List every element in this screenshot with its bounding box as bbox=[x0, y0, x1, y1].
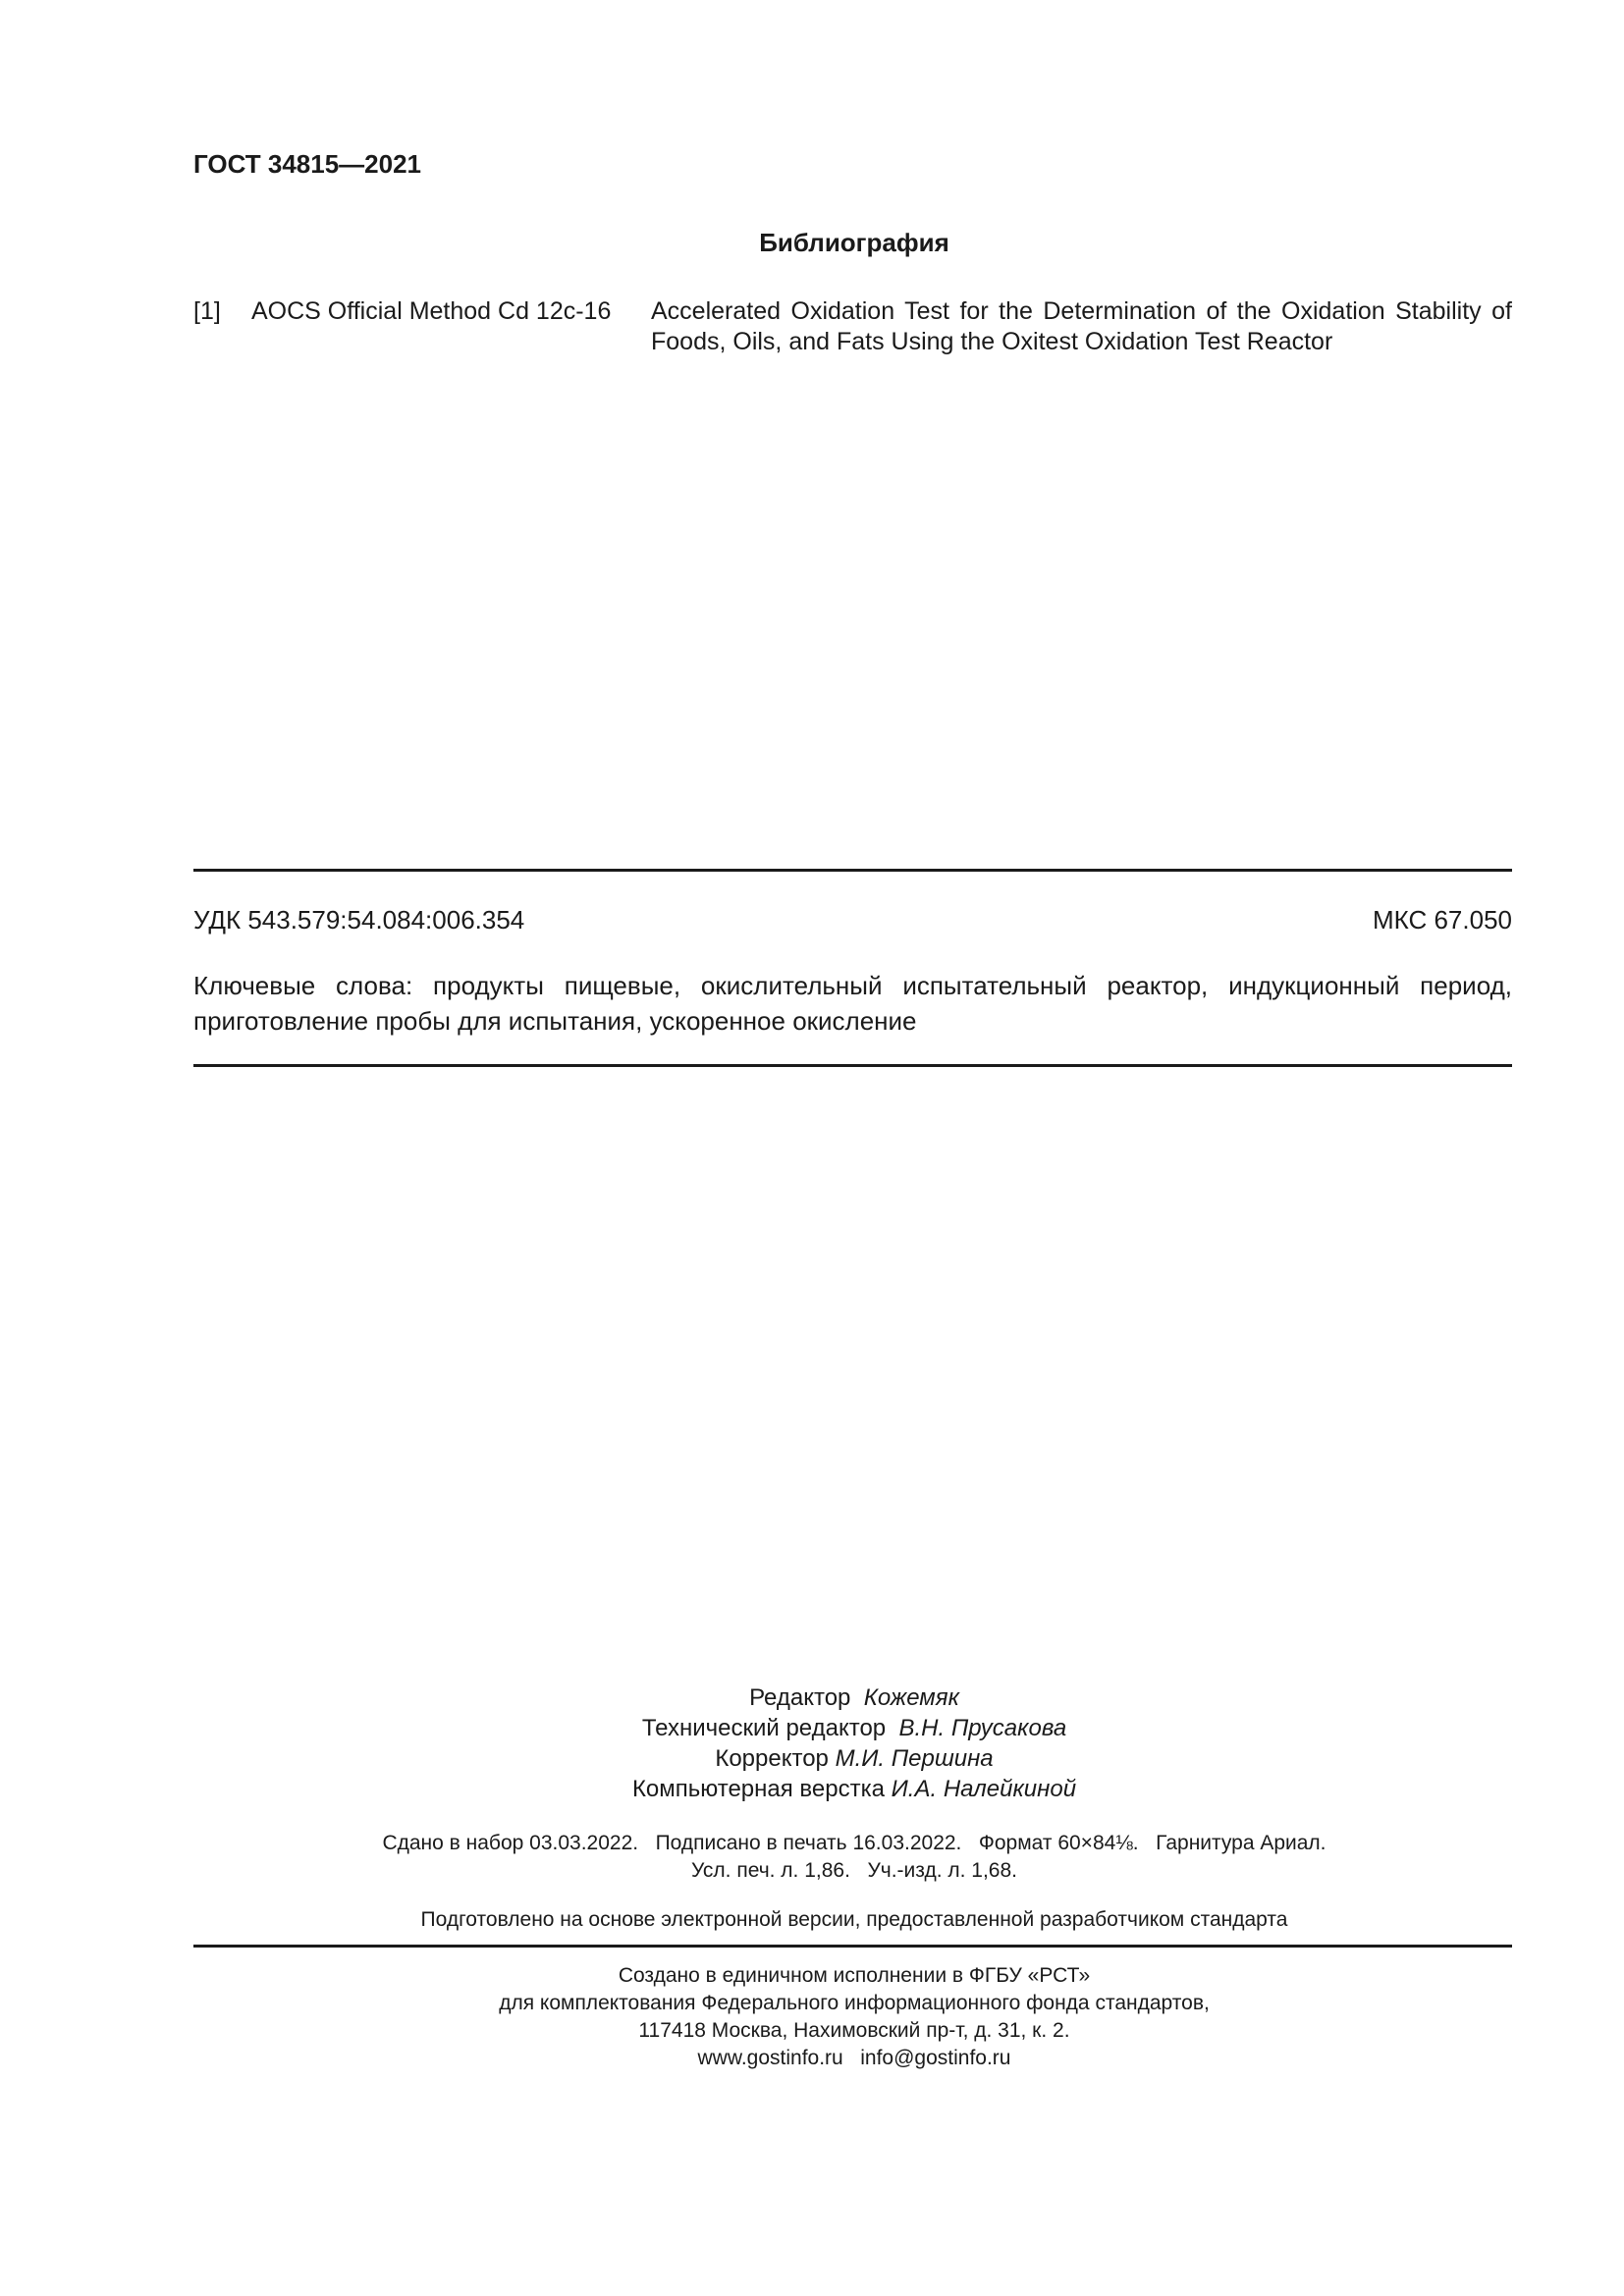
credit-name: И.А. Налейкиной bbox=[891, 1776, 1077, 1802]
imprint-line-2: Усл. печ. л. 1,86. Уч.-изд. л. 1,68. bbox=[690, 1859, 1017, 1882]
credit-line-proofreader bbox=[0, 1743, 1624, 1774]
bibliography-entry-number: [1] bbox=[193, 297, 221, 325]
website-link[interactable]: www.gostinfo.ru bbox=[697, 2047, 843, 2069]
imprint-line-1: Сдано в набор 03.03.2022. Подписано в печать 16.03.2022. Формат 60×84⅛. Гарнитура Ариал. bbox=[382, 1832, 1326, 1854]
credit-role: Компьютерная верстка bbox=[631, 1776, 885, 1802]
credit-name: В.Н. Прусакова bbox=[898, 1715, 1067, 1741]
bibliography-entry-title: Accelerated Oxidation Test for the Determination of the Oxidation Stability of Foods, Oils, and Fats Using the Oxitest Oxidation Test Reactor bbox=[651, 297, 1512, 355]
credit-role: Редактор bbox=[749, 1684, 851, 1711]
footer-line-3: 117418 Москва, Нахимовский пр-т, д. 31, к. 2. bbox=[638, 2019, 1070, 2042]
publisher-footer bbox=[0, 1962, 1624, 2072]
credits-block bbox=[0, 1682, 1624, 1804]
divider-top bbox=[193, 869, 1512, 872]
keywords bbox=[193, 968, 1512, 1039]
footer-line-2: для комплектования Федерального информационного фонда стандартов, bbox=[499, 1992, 1210, 2014]
credit-line-technical-editor bbox=[0, 1713, 1624, 1743]
credit-line-layout bbox=[0, 1774, 1624, 1804]
bibliography-entry-source: AOCS Official Method Cd 12c-16 bbox=[251, 297, 612, 325]
footer-contacts bbox=[0, 2045, 1624, 2072]
credit-role: Технический редактор bbox=[641, 1715, 887, 1741]
divider-bottom bbox=[193, 1945, 1512, 1948]
credit-line-editor bbox=[0, 1682, 1624, 1713]
keywords-line-1: Ключевые слова: продукты пищевые, окислительный испытательный реактор, индукционный период, bbox=[193, 971, 1512, 1000]
imprint-block bbox=[0, 1830, 1624, 1885]
credit-role: Корректор bbox=[715, 1745, 829, 1772]
email-link[interactable]: info@gostinfo.ru bbox=[860, 2047, 1011, 2069]
prepared-note: Подготовлено на основе электронной версии, предоставленной разработчиком стандарта bbox=[420, 1908, 1288, 1931]
keywords-line-2: приготовление пробы для испытания, ускоренное окисление bbox=[193, 1006, 917, 1036]
credit-name: Кожемяк bbox=[863, 1684, 959, 1711]
udk-code: УДК 543.579:54.084:006.354 bbox=[193, 905, 525, 934]
mks-code: МКС 67.050 bbox=[1372, 905, 1512, 934]
credit-name: М.И. Першина bbox=[835, 1745, 994, 1772]
divider-middle bbox=[193, 1064, 1512, 1067]
standard-number: ГОСТ 34815—2021 bbox=[193, 149, 421, 179]
bibliography-title: Библиография bbox=[759, 228, 949, 257]
footer-line-1: Создано в единичном исполнении в ФГБУ «РСТ» bbox=[618, 1964, 1091, 1987]
